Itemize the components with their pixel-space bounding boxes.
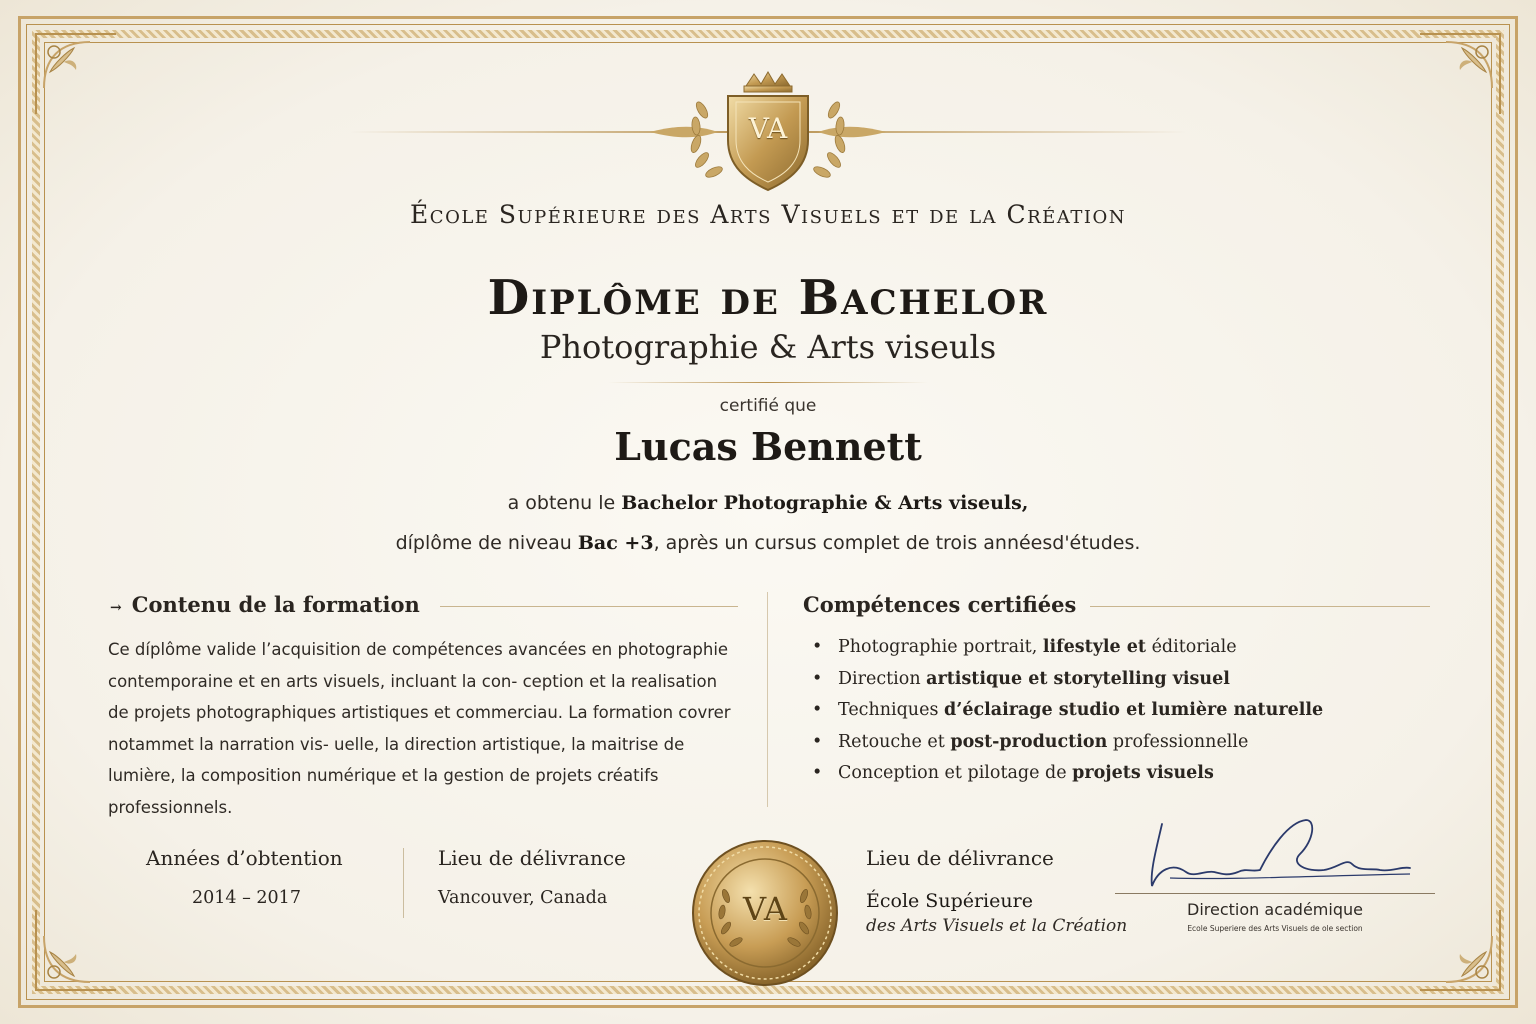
skill-tail: éditoriale	[1146, 637, 1237, 657]
content-paragraph-text: Ce díplôme valide l’acquisition de compétences avancées en photographie contemporaine et en arts visuels, incluant la con- ception et la realisation de projets photographiques artistiques et commerciau. La formation covrer notammet la narration vis- uelle, la direction artistique, la maitrise de lumière, la composition numérique et la gestion de projets créatifs professionnels.	[108, 640, 731, 817]
content-heading-label: Contenu de la formation	[131, 592, 420, 617]
bullet-icon: •	[812, 731, 823, 752]
degree-level: Bac +3	[577, 532, 654, 554]
skill-emphasis: artistique et storytelling visuel	[926, 668, 1230, 689]
skill-text: Techniques	[838, 700, 944, 720]
skill-text: Photographie portrait,	[838, 637, 1043, 657]
content-heading-rule	[440, 606, 738, 607]
content-paragraph	[108, 634, 733, 823]
recipient-name: Lucas Bennett	[614, 424, 922, 469]
column-divider	[767, 592, 768, 807]
school-name: École Supérieure des Arts Visuels et de la Création	[410, 200, 1126, 229]
bullet-icon: •	[812, 637, 823, 657]
skill-emphasis: post-production	[950, 731, 1108, 752]
years-label: Années d’obtention	[146, 846, 343, 870]
skill-item	[812, 695, 1323, 727]
issuer-name-line1: École Supérieure	[866, 890, 1033, 912]
statement-line-2	[0, 532, 1536, 554]
arrow-right-icon: →	[110, 600, 122, 616]
issuer-name-line2: des Arts Visuels et la Création	[866, 916, 1128, 936]
skill-emphasis: lifestyle et	[1042, 637, 1146, 657]
skill-text: Conception et pilotage de	[838, 763, 1073, 783]
handwritten-signature-icon	[1110, 810, 1430, 900]
crest-monogram: VA	[748, 112, 788, 145]
statement-line-1	[0, 492, 1536, 514]
signature-role: Direction académique	[1187, 900, 1363, 919]
skill-item	[812, 727, 1323, 759]
corner-ornament-icon	[1414, 28, 1506, 120]
signature-subtitle: Ecole Superiere des Arts Visuels de ole section	[1187, 924, 1363, 933]
skill-emphasis: d’éclairage studio et lumière naturelle	[943, 700, 1324, 720]
degree-name: Bachelor Photographie & Arts viseuls,	[621, 492, 1029, 514]
skills-list	[812, 632, 1323, 790]
bullet-icon: •	[812, 668, 823, 689]
skill-emphasis: projets visuels	[1072, 763, 1214, 783]
footer-divider	[403, 848, 404, 918]
certifies-text: certifié que	[719, 396, 817, 416]
skills-heading: Compétences certifiées	[803, 592, 1077, 617]
bullet-icon: •	[812, 700, 823, 720]
skill-item	[812, 632, 1323, 664]
corner-ornament-icon	[30, 904, 122, 996]
issuer-label: Lieu de délivrance	[866, 846, 1054, 870]
corner-ornament-icon	[30, 28, 122, 120]
diploma-title: Diplôme de Bachelor	[487, 270, 1049, 326]
level-suffix: , après un cursus complet de trois annéesd'études.	[653, 532, 1141, 554]
signature-line	[1115, 893, 1435, 894]
years-value: 2014 – 2017	[192, 888, 301, 908]
title-divider	[608, 382, 928, 383]
skills-heading-rule	[1090, 606, 1430, 607]
skill-tail: professionnelle	[1107, 731, 1249, 752]
skill-text: Direction	[838, 668, 927, 689]
diploma-subtitle: Photographie & Arts viseuls	[539, 328, 997, 366]
place-value: Vancouver, Canada	[438, 888, 608, 908]
skill-item	[812, 664, 1323, 696]
skill-item	[812, 758, 1323, 790]
seal-monogram: VA	[742, 890, 788, 928]
content-heading	[110, 592, 420, 617]
place-label: Lieu de délivrance	[438, 846, 626, 870]
level-prefix: díplôme de niveau	[395, 532, 578, 554]
bullet-icon: •	[812, 763, 823, 783]
skill-text: Retouche et	[838, 731, 951, 752]
statement-prefix: a obtenu le	[507, 492, 622, 514]
